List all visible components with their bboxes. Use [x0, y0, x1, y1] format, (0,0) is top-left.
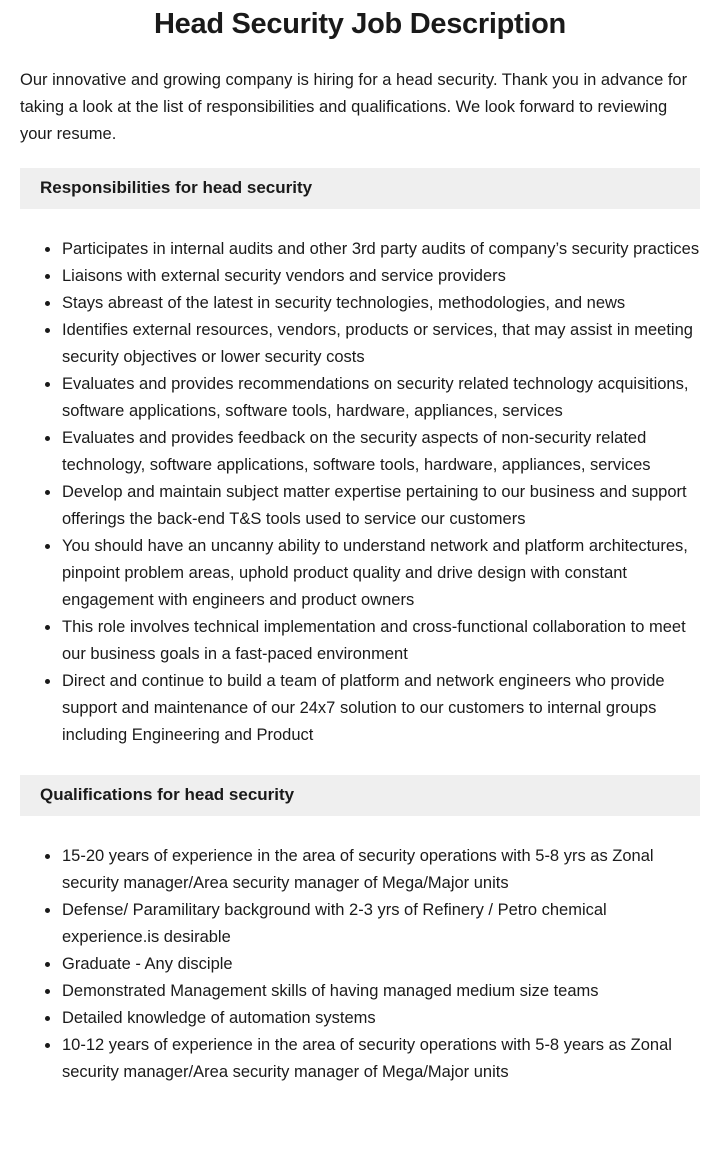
responsibilities-list [20, 236, 700, 749]
list-item: • Evaluates and provides recommendations on security related technology acquisitions, software applications, software tools, hardware, appliances, services [61, 371, 700, 425]
list-item: • Liaisons with external security vendors and service providers [61, 263, 700, 290]
responsibilities-section [20, 168, 700, 749]
qualifications-section [20, 775, 700, 1086]
list-item: • This role involves technical implementation and cross-functional collaboration to meet our business goals in a fast-paced environment [61, 614, 700, 668]
list-item: • Identifies external resources, vendors, products or services, that may assist in meeting security objectives or lower security costs [61, 317, 700, 371]
list-item: • Participates in internal audits and other 3rd party audits of company’s security practices [61, 236, 700, 263]
page-title: Head Security Job Description [154, 8, 566, 40]
list-item: • You should have an uncanny ability to understand network and platform architectures, pinpoint problem areas, uphold product quality and drive design with constant engagement with engineers and product owners [61, 533, 700, 614]
list-item: • Develop and maintain subject matter expertise pertaining to our business and support offerings the back-end T&S tools used to service our customers [61, 479, 700, 533]
intro-paragraph: Our innovative and growing company is hiring for a head security. Thank you in advance for taking a look at the list of responsibilities and qualifications. We look forward to reviewing your resume. [20, 71, 688, 143]
qualifications-section-heading: Qualifications for head security [20, 775, 700, 816]
list-item: • Demonstrated Management skills of having managed medium size teams [61, 978, 700, 1005]
list-item: • Detailed knowledge of automation systems [61, 1005, 700, 1032]
list-item: • 10-12 years of experience in the area of security operations with 5-8 years as Zonal security manager/Area security manager of Mega/Major units [61, 1032, 700, 1086]
list-item: • Defense/ Paramilitary background with 2-3 yrs of Refinery / Petro chemical experience.is desirable [61, 897, 700, 951]
list-item: • Direct and continue to build a team of platform and network engineers who provide support and maintenance of our 24x7 solution to our customers to internal groups including Engineering and Product [61, 668, 700, 749]
list-item: • Evaluates and provides feedback on the security aspects of non-security related technology, software applications, software tools, hardware, appliances, services [61, 425, 700, 479]
list-item: • Graduate - Any disciple [61, 951, 700, 978]
qualifications-list [20, 843, 700, 1086]
list-item: • Stays abreast of the latest in security technologies, methodologies, and news [61, 290, 700, 317]
responsibilities-section-heading: Responsibilities for head security [20, 168, 700, 209]
list-item: • 15-20 years of experience in the area of security operations with 5-8 yrs as Zonal security manager/Area security manager of Mega/Major units [61, 843, 700, 897]
